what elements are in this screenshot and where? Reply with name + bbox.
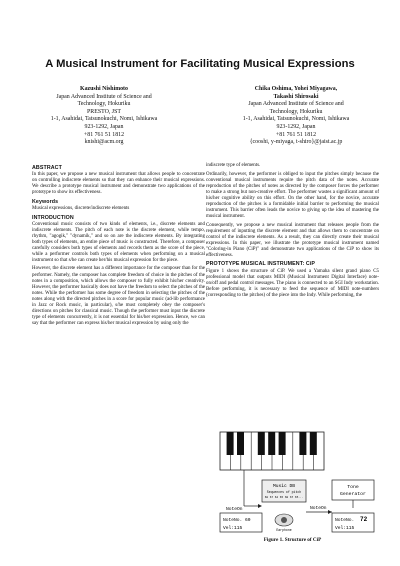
figure-caption: Figure 1. Structure of CiP [263, 537, 322, 543]
piano-keyboard [220, 432, 324, 470]
affil-line: 1-1, Asahidai, Tatsunokuchi, Nomi, Ishikawa [242, 116, 350, 123]
body-paragraph: Figure 1 shows the structure of CiP. We used a Yamaha silent grand piano C5 professional model that outputs MIDI (Musical Instrument Digital Interface) note-on/off and pedal control messages. The piano is connected to an SGI Indy workstation. Before performing, it is necessary to feed the sequence of MIDI note-numbers (corresponding to the pitches) of the piece into the Indy. While performing, the [206, 268, 379, 298]
note-number-input: NoteNo. 60 [223, 518, 251, 523]
right-column [206, 163, 379, 301]
earphone-label: Earphone [276, 528, 292, 532]
body-paragraph: Ordinarily, however, the performer is obliged to input the pitches simply because the conventional musical instruments require the pitch data of the notes. Accurate reproduction of the pitches of notes as directed by the composer forces the performer to make a strong but non-creative effort. The performer wastes a significant amount of his/her cognitive ability on this effort. On the other hand, for the novice, accurate reproduction of the pitches is a formidable initial barrier to performing the musical instrument. This barrier often leads the novice to giving up the idea of mastering the musical instrument. [206, 171, 379, 219]
cip-structure-figure [214, 430, 378, 534]
generator-label: Generator [340, 492, 366, 497]
paper-title: A Musical Instrument for Facilitating Musical Expressions [45, 58, 355, 70]
section-heading: INTRODUCTION [32, 214, 74, 221]
note-number-output: NoteNo. [335, 518, 355, 523]
sequence-label: Sequences of pitch [266, 490, 302, 494]
affil-line: 923-1292, Japan [84, 123, 124, 130]
affil-line: Technology, Hokuriku [77, 101, 131, 108]
section-heading: PROTOTYPE MUSICAL INSTRUMENT: CiP [206, 261, 316, 268]
affil-line: 923-1292, Japan [276, 123, 316, 130]
note-number-value: 72 [360, 516, 368, 523]
velocity-input: Vel:115 [223, 526, 243, 531]
affil-line: +81 761 51 1812 [83, 131, 125, 138]
affil-line: +81 761 51 1812 [275, 131, 317, 138]
body-paragraph: Conventional music consists of two kinds of elements, i.e., discrete elements and indiscrete elements. The pitch of each note is the discrete element, while tempo, rhythm, "agogik," "dynamik," and so on are the indiscrete elements. By integrating both types of elements, an entire piece of music is constructed. Therefore, a composer carefully considers both types of elements and records them as the score of the piece, while a performer controls both types of elements when performing on a musical instrument so that s/he can create her/his musical expression for the piece. [32, 221, 205, 263]
affil-line: PRESTO, JST [87, 108, 121, 115]
affil-line: 1-1, Asahidai, Tatsunokuchi, Nomi, Ishikawa [50, 116, 158, 123]
author-left [16, 86, 192, 147]
music-db-label: Music DB [272, 484, 296, 489]
affil-line: Japan Advanced Institute of Science and [56, 93, 152, 100]
author-block [16, 86, 384, 147]
affil-line: Technology, Hokuriku [269, 108, 323, 115]
music-db-box [262, 480, 306, 502]
author-name: Kazushi Nishimoto [80, 86, 128, 92]
noteon-right: NoteOn [310, 506, 327, 511]
abstract-text: In this paper, we propose a new musical instrument that allows people to concentrate on controlling indiscrete elements so that they can enhance their musical expressions. We describe a prototype musical instrument and demonstrate two applications of the prototype to show its effectiveness. [32, 172, 205, 196]
tone-generator-box [332, 480, 374, 500]
keywords-text: Musical expressions, discrete/indiscrete elements [32, 205, 130, 211]
note-box-input [220, 513, 262, 532]
author-name: Chika Oshima, Yohei Miyagawa, [254, 86, 338, 92]
velocity-output: Vel:115 [335, 526, 355, 531]
section-heading: ABSTRACT [32, 165, 62, 171]
body-paragraph: Consequently, we propose a new musical instrument that releases people from the requirement of inputting the discrete element and that allows them to concentrate on control of the indiscrete elements. As a result, they can directly create their musical expressions. In this paper, we illustrate the prototype musical instrument named "Coloring-in Piano (CiP)" and demonstrate two applications of the CiP to show its effectiveness. [206, 222, 379, 258]
author-right [208, 86, 384, 147]
tone-label: Tone [347, 485, 359, 490]
body-paragraph: indiscrete type of elements. [206, 163, 261, 168]
left-column [32, 163, 205, 330]
noteon-left: NoteOn [226, 507, 243, 512]
author-name: Takashi Shirosaki [273, 93, 319, 100]
email: knishi@acm.org [84, 139, 124, 146]
affil-line: Japan Advanced Institute of Science and [248, 101, 344, 108]
email: {cooshi, y-miyaga, t-shiro}@jaist.ac.jp [249, 139, 343, 146]
sequence-values: 60 67 64 65 60 67 65... [264, 496, 304, 499]
note-box-output [332, 513, 374, 532]
earphone-icon [275, 514, 293, 532]
section-heading: Keywords [32, 198, 59, 205]
body-paragraph: However, the discrete element has a different importance for the composer than for the performer. Namely, the composer has complete freedom of choice in the pitches of the notes in a composition, which allows the composer to fully exhibit his/her creativity. However, the performer basically does not have the freedom to select the pitches of the notes. While the performer has some degree of freedom in selecting the pitches of the notes along with the directed pitches in a score for popular music (ad-lib performance in Jazz or Rock music, in particular), s/he must completely obey the composer's directions on pitches for classical music. Though the performer must input the discrete type of elements concurrently, it is not essential for his/her expression. Hence, we can say that the performer can express his/her musical expression by using only the [32, 266, 205, 326]
